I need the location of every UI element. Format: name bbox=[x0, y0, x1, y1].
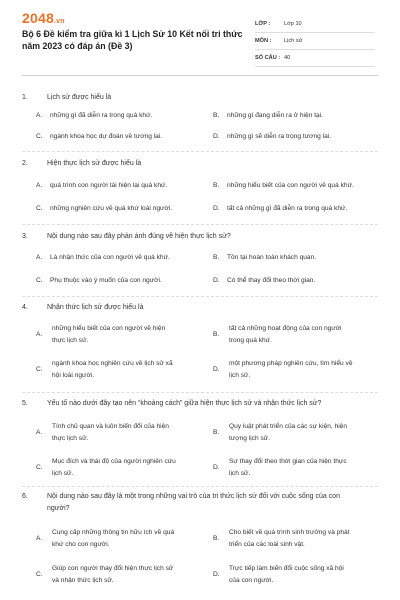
option-text: Phụ thuộc vào ý muốn của con người. bbox=[50, 277, 162, 284]
option-text-line: ngành khoa học nghiên cứu về lịch sử xã bbox=[52, 360, 173, 367]
option-text-line: khứ cho con người. bbox=[52, 541, 110, 548]
question-stem bbox=[22, 92, 378, 104]
question-text-line: người? bbox=[47, 505, 70, 512]
option-text: quá trình con người tái hiện lại quá khứ. bbox=[50, 182, 168, 189]
question-text: Yếu tố nào dưới đây tạo nên “khoảng cách” giữa hiện thực lịch sử và nhận thức lịch sử? bbox=[47, 400, 322, 407]
question-stem bbox=[22, 158, 378, 170]
option-text-line: Tính chủ quan và luôn biến đổi của hiện bbox=[52, 423, 169, 430]
option-text-line: Giúp con người thay đổi hiện thực lịch sử bbox=[52, 565, 174, 572]
question-divider bbox=[22, 296, 378, 297]
option-letter: A. bbox=[36, 112, 43, 119]
option-letter: C. bbox=[36, 205, 43, 212]
option-text bbox=[52, 358, 173, 382]
option-text bbox=[229, 323, 342, 347]
option-text bbox=[229, 358, 353, 382]
option-letter: B. bbox=[213, 535, 220, 542]
option-b[interactable] bbox=[213, 323, 378, 347]
question-number: 2. bbox=[22, 160, 28, 167]
question-divider bbox=[22, 151, 378, 152]
option-a[interactable] bbox=[36, 527, 208, 551]
option-letter: C. bbox=[36, 133, 43, 140]
option-c[interactable] bbox=[36, 358, 208, 382]
option-letter: A. bbox=[36, 429, 43, 436]
question-number: 3. bbox=[22, 233, 28, 240]
question-text-line: Nội dung nào sau đây là một trong những vai trò của tri thức lịch sử đối với cuộc sống của con bbox=[47, 493, 340, 500]
option-text bbox=[52, 323, 165, 347]
option-letter: D. bbox=[213, 205, 220, 212]
question-text bbox=[47, 493, 340, 512]
option-letter: B. bbox=[213, 182, 220, 189]
question-2 bbox=[22, 158, 378, 170]
meta-row-subject bbox=[255, 33, 375, 50]
question-text: Nội dung nào sau đây phản ánh đúng về hiện thực lịch sử? bbox=[47, 233, 231, 240]
meta-key: LỚP : bbox=[255, 21, 271, 27]
meta-value: Lịch sử bbox=[284, 38, 303, 44]
meta-row-class bbox=[255, 16, 375, 33]
option-text-line: lịch sử. bbox=[229, 470, 251, 477]
page-header bbox=[0, 0, 400, 84]
option-b[interactable] bbox=[213, 421, 378, 445]
option-text-line: và nhận thức lịch sử. bbox=[52, 577, 114, 584]
option-text-line: thực lịch sử. bbox=[52, 337, 89, 344]
option-text: những hiểu biết của con người về quá khứ. bbox=[227, 182, 354, 189]
option-c[interactable] bbox=[36, 456, 208, 480]
question-stem bbox=[22, 302, 378, 314]
meta-key: SỐ CÂU : bbox=[255, 55, 281, 61]
option-letter: C. bbox=[36, 464, 43, 471]
question-1 bbox=[22, 92, 378, 104]
option-text: Có thể thay đổi theo thời gian. bbox=[227, 277, 316, 284]
option-text-line: Mục đích và thái độ của người nghiên cứu bbox=[52, 458, 176, 465]
meta-value: 40 bbox=[284, 55, 291, 61]
option-text-line: thực lịch sử. bbox=[52, 435, 89, 442]
option-d[interactable] bbox=[213, 456, 378, 480]
meta-info bbox=[255, 16, 375, 67]
option-text-line: lịch sử. bbox=[52, 470, 74, 477]
option-letter: C. bbox=[36, 366, 43, 373]
option-a[interactable] bbox=[36, 323, 208, 347]
option-b[interactable] bbox=[213, 527, 378, 551]
question-number: 6. bbox=[22, 493, 28, 500]
option-text bbox=[229, 563, 344, 587]
logo-suffix: .vn bbox=[53, 18, 65, 25]
question-number: 5. bbox=[22, 400, 28, 407]
question-divider bbox=[22, 392, 378, 393]
option-letter: D. bbox=[213, 277, 220, 284]
option-letter: C. bbox=[36, 571, 43, 578]
option-text bbox=[52, 563, 173, 587]
option-letter: B. bbox=[213, 112, 220, 119]
question-text: Nhận thức lịch sử được hiểu là bbox=[47, 304, 144, 311]
question-number: 1. bbox=[22, 94, 28, 101]
option-letter: C. bbox=[36, 277, 43, 284]
option-text: Tồn tại hoàn toàn khách quan. bbox=[227, 254, 317, 261]
option-text: ngành khoa học dự đoán về tương lai. bbox=[50, 133, 163, 140]
question-text: Lịch sử được hiểu là bbox=[47, 94, 112, 101]
question-6 bbox=[22, 491, 378, 515]
option-letter: B. bbox=[213, 429, 220, 436]
meta-row-count bbox=[255, 50, 375, 67]
option-text-line: Cung cấp những thông tin hữu ích về quá bbox=[52, 529, 175, 536]
option-text: những nghiên cứu về quá khứ loài người. bbox=[50, 205, 173, 212]
header-divider bbox=[22, 75, 378, 76]
option-letter: D. bbox=[213, 571, 220, 578]
option-letter: D. bbox=[213, 366, 220, 373]
question-stem bbox=[22, 231, 378, 243]
option-text bbox=[52, 421, 169, 445]
option-text: những gì sẽ diễn ra trong tương lai. bbox=[227, 133, 332, 140]
option-text: Là nhận thức của con người về quá khứ. bbox=[50, 254, 170, 261]
option-text: tất cả những gì đã diễn ra trong quá khứ. bbox=[227, 205, 348, 212]
question-divider bbox=[22, 224, 378, 225]
option-a[interactable] bbox=[36, 421, 208, 445]
option-letter: B. bbox=[213, 331, 220, 338]
option-text-line: tượng lịch sử. bbox=[229, 435, 271, 442]
option-text-line: những hiểu biết của con người về hiện bbox=[52, 325, 166, 332]
question-5 bbox=[22, 398, 378, 410]
option-c[interactable] bbox=[36, 563, 208, 587]
option-text: những gì đã diễn ra trong quá khứ. bbox=[50, 112, 153, 119]
site-logo[interactable] bbox=[22, 10, 65, 26]
option-text-line: của con người. bbox=[229, 577, 274, 584]
option-letter: A. bbox=[36, 331, 43, 338]
option-d[interactable] bbox=[213, 358, 378, 382]
option-text-line: Cho biết về quá trình sinh trưởng và phát bbox=[229, 529, 350, 536]
question-text: Hiện thực lịch sử được hiểu là bbox=[47, 160, 142, 167]
question-stem bbox=[22, 398, 378, 410]
option-letter: A. bbox=[36, 182, 43, 189]
option-text-line: Trực tiếp làm biến đổi cuộc sống xã hội bbox=[229, 565, 344, 572]
meta-key: MÔN : bbox=[255, 38, 272, 44]
question-3 bbox=[22, 231, 378, 243]
option-letter: D. bbox=[213, 133, 220, 140]
option-letter: A. bbox=[36, 535, 43, 542]
question-number: 4. bbox=[22, 304, 28, 311]
option-letter: A. bbox=[36, 254, 43, 261]
page-title: Bộ 6 Đề kiểm tra giữa kì 1 Lịch Sử 10 Kết nối tri thức năm 2023 có đáp án (Đề 3) bbox=[22, 29, 243, 51]
logo-text: 2048 bbox=[22, 10, 54, 26]
option-text-line: triển của các loài sinh vật. bbox=[229, 541, 305, 548]
question-divider bbox=[22, 486, 378, 487]
option-text-line: Sự thay đổi theo thời gian của hiện thực bbox=[229, 458, 347, 465]
option-text: những gì đang diễn ra ở hiện tại. bbox=[227, 112, 323, 119]
question-4 bbox=[22, 302, 378, 314]
option-text-line: lịch sử. bbox=[229, 372, 251, 379]
meta-value: Lớp 10 bbox=[284, 21, 302, 27]
option-text bbox=[52, 527, 174, 551]
option-text bbox=[52, 456, 176, 480]
option-text-line: trong quá khứ. bbox=[229, 337, 272, 344]
option-text bbox=[229, 456, 347, 480]
option-text-line: hội loài người. bbox=[52, 372, 95, 379]
option-letter: D. bbox=[213, 464, 220, 471]
question-stem bbox=[22, 491, 378, 515]
option-text-line: Quy luật phát triển của các sự kiện, hiện bbox=[229, 423, 348, 430]
option-d[interactable] bbox=[213, 563, 378, 587]
option-text bbox=[229, 527, 350, 551]
option-text-line: một phương pháp nghiên cứu, tìm hiểu về bbox=[229, 360, 353, 367]
option-text bbox=[229, 421, 347, 445]
option-text-line: tất cả những hoạt động của con người bbox=[229, 325, 342, 332]
option-letter: B. bbox=[213, 254, 220, 261]
